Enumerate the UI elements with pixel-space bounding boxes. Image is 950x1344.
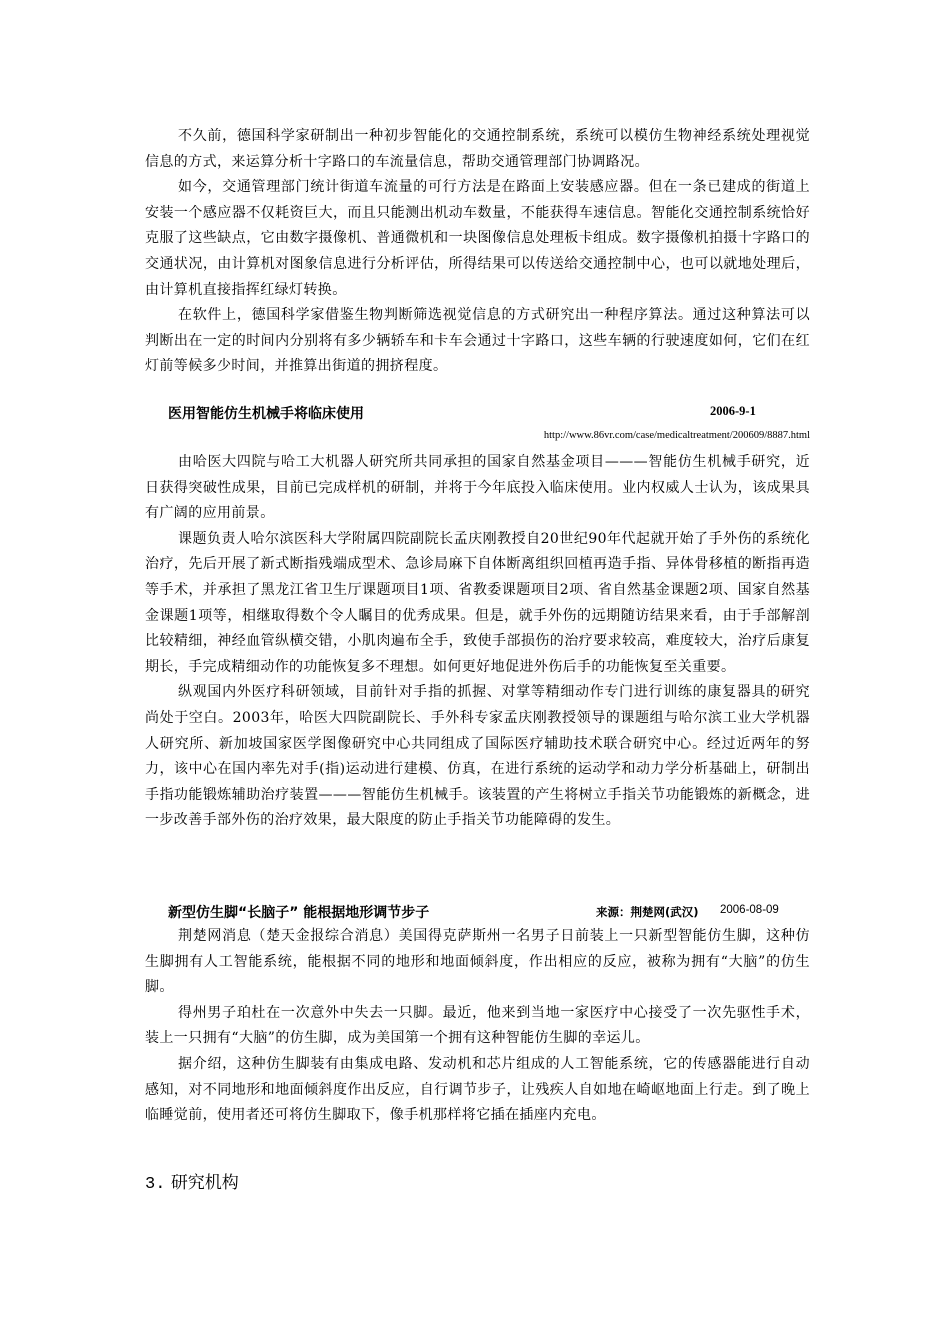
section-title: 研究机构 <box>170 1173 239 1193</box>
paragraph: 据介绍，这种仿生脚装有由集成电路、发动机和芯片组成的人工智能系统，它的传感器能进行自动感知，对不同地形和地面倾斜度作出反应，自行调节步子，让残疾人自如地在崎岖地面上行走。到了晚上临睡觉前，使用者还可将仿生脚取下，像手机那样将它插在插座内充电。 <box>145 1055 810 1124</box>
article-date: 2006-9-1 <box>710 404 756 418</box>
article-title: 医用智能仿生机械手将临床使用 <box>168 406 364 422</box>
article-heading <box>168 902 810 926</box>
article-bionic-foot <box>145 924 810 1129</box>
paragraph: 纵观国内外医疗科研领域，目前针对手指的抓握、对掌等精细动作专门进行训练的康复器具的研究尚处于空白。2003年，哈医大四院副院长、手外科专家孟庆刚教授领导的课题组与哈尔滨工业大学机器人研究所、新加坡国家医学图像研究中心共同组成了国际医疗辅助技术联合研究中心。经过近两年的努力，该中心在国内率先对手(指)运动进行建模、仿真，在进行系统的运动学和动力学分析基础上，研制出手指功能锻炼辅助治疗装置———智能仿生机械手。该装置的产生将树立手指关节功能锻炼的新概念，进一步改善手部外伤的治疗效果，最大限度的防止手指关节功能障碍的发生。 <box>145 684 810 829</box>
paragraph: 得州男子珀杜在一次意外中失去一只脚。最近，他来到当地一家医疗中心接受了一次先驱性手术，装上一只拥有“大脑”的仿生脚，成为美国第一个拥有这种智能仿生脚的幸运儿。 <box>145 1004 810 1047</box>
section-number: 3. <box>145 1175 166 1194</box>
paragraph: 不久前，德国科学家研制出一种初步智能化的交通控制系统，系统可以模仿生物神经系统处理视觉信息的方式，来运算分析十字路口的车流量信息，帮助交通管理部门协调路况。 <box>145 128 810 170</box>
article-url: http://www.86vr.com/case/medicaltreatment/200609/8887.html <box>543 430 810 441</box>
article-heading <box>168 403 810 427</box>
article-bionic-hand <box>145 450 810 834</box>
article-date: 2006-08-09 <box>720 904 779 916</box>
paragraph: 由哈医大四院与哈工大机器人研究所共同承担的国家自然基金项目———智能仿生机械手研究，近日获得突破性成果，目前已完成样机的研制，并将于今年底投入临床使用。业内权威人士认为，该成果具有广阔的应用前景。 <box>145 454 810 522</box>
paragraph: 在软件上，德国科学家借鉴生物判断筛选视觉信息的方式研究出一种程序算法。通过这种算法可以判断出在一定的时间内分别将有多少辆轿车和卡车会通过十字路口，这些车辆的行驶速度如何，它们在红灯前等候多少时间，并推算出街道的拥挤程度。 <box>145 307 810 375</box>
article-traffic-control <box>145 124 810 380</box>
article-source: 来源：荆楚网(武汉) <box>596 905 699 919</box>
paragraph: 荆楚网消息（楚天金报综合消息）美国得克萨斯州一名男子日前装上一只新型智能仿生脚，这种仿生脚拥有人工智能系统，能根据不同的地形和地面倾斜度，作出相应的反应，被称为拥有“大脑”的仿生脚。 <box>145 928 810 996</box>
paragraph: 如今，交通管理部门统计街道车流量的可行方法是在路面上安装感应器。但在一条已建成的街道上安装一个感应器不仅耗资巨大，而且只能测出机动车数量，不能获得车速信息。智能化交通控制系统恰好克服了这些缺点，它由数字摄像机、普通微机和一块图像信息处理板卡组成。数字摄像机拍摄十字路口的交通状况，由计算机对图象信息进行分析评估，所得结果可以传送给交通控制中心，也可以就地处理后，由计算机直接指挥红绿灯转换。 <box>145 179 810 298</box>
paragraph: 课题负责人哈尔滨医科大学附属四院副院长孟庆刚教授自20世纪90年代起就开始了手外伤的系统化治疗，先后开展了新式断指残端成型术、急诊局麻下自体断离组织回植再造手指、异体骨移植的断指再造等手术，并承担了黑龙江省卫生厅课题项目1项、省教委课题项目2项、省自然基金课题2项、国家自然基金课题1项等，相继取得数个令人瞩目的优秀成果。但是，就手外伤的远期随访结果来看，由于手部解剖比较精细，神经血管纵横交错，小肌肉遍布全手，致使手部损伤的治疗要求较高，难度较大，治疗后康复期长，手完成精细动作的功能恢复多不理想。如何更好地促进外伤后手的功能恢复至关重要。 <box>145 530 810 675</box>
article-title: 新型仿生脚“长脑子” 能根据地形调节步子 <box>168 905 430 921</box>
section-heading <box>145 1168 239 1194</box>
